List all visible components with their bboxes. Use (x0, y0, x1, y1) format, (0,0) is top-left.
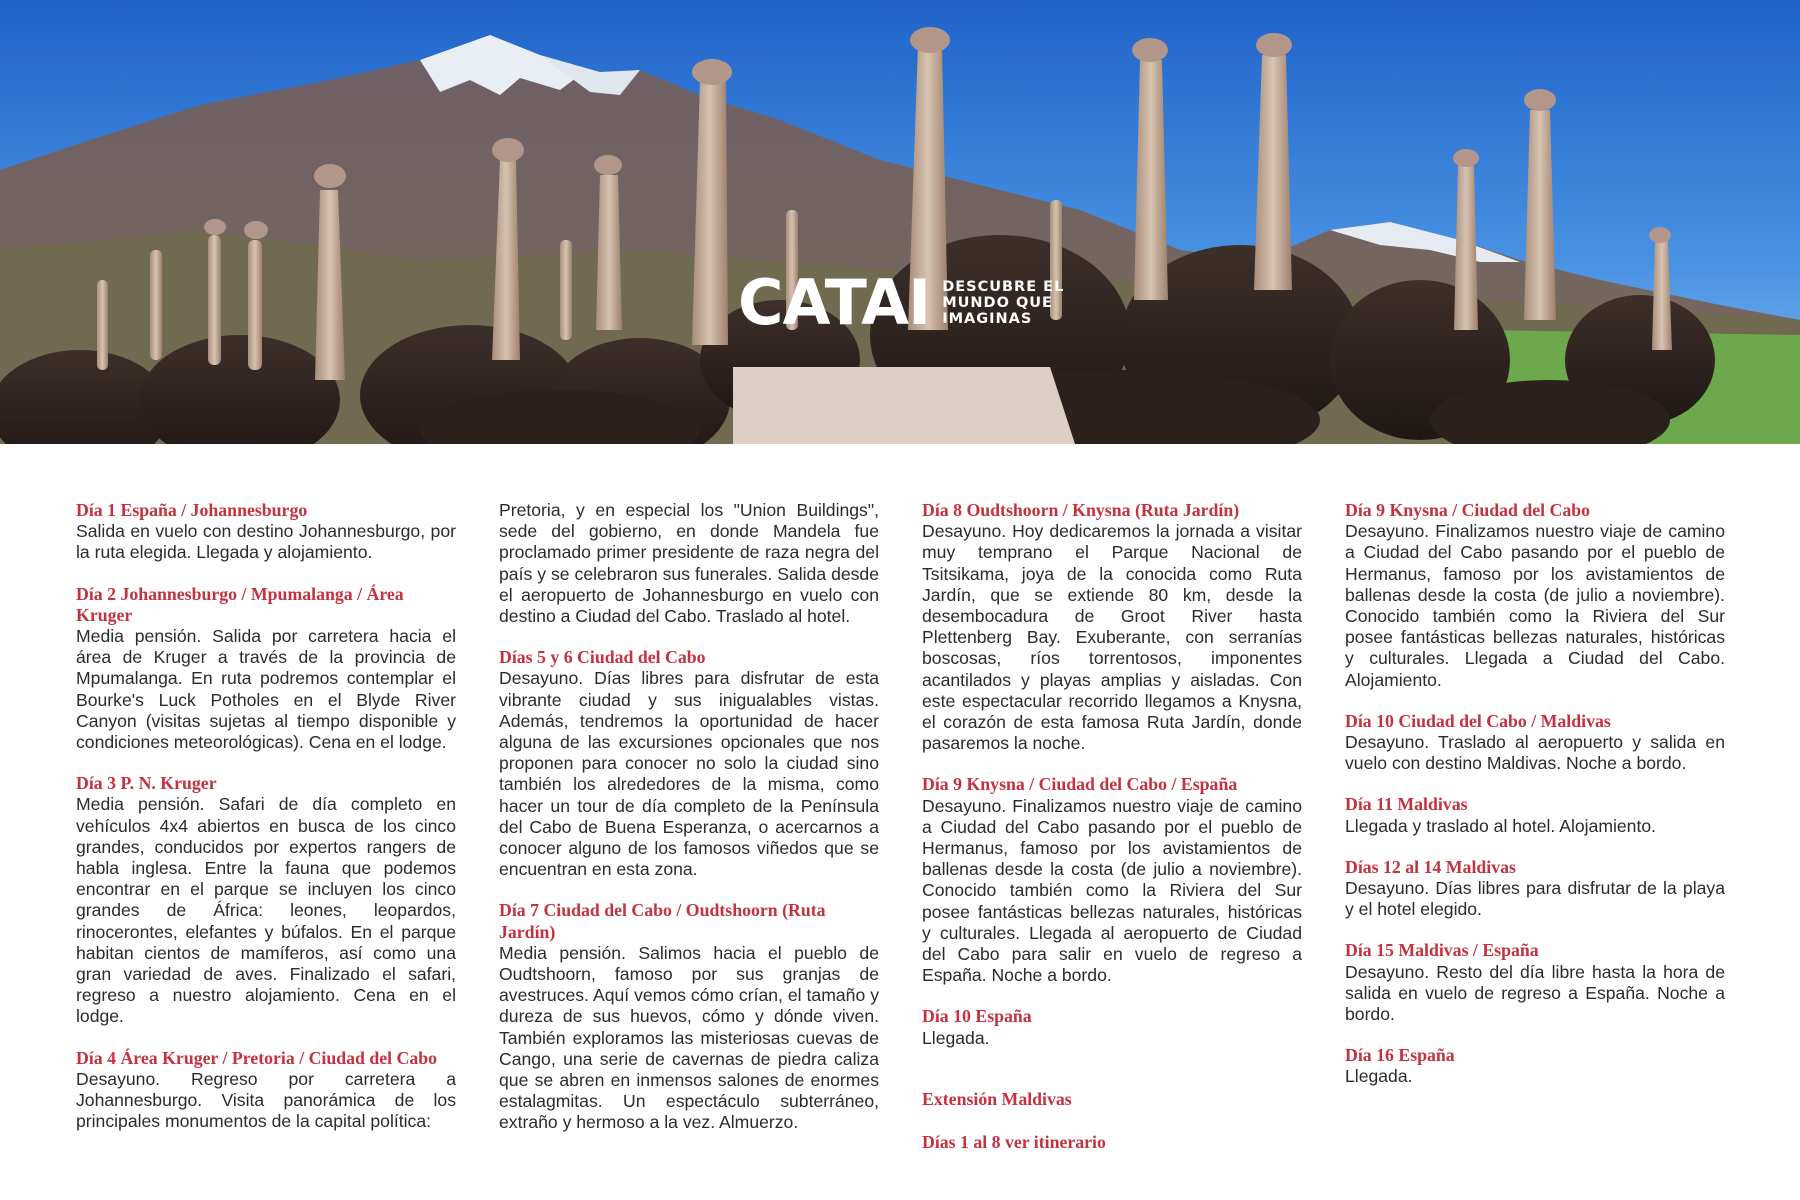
tagline-line: DESCUBRE EL (942, 279, 1065, 295)
itinerary-day (922, 1006, 1302, 1048)
day-title: Días 5 y 6 Ciudad del Cabo (499, 647, 706, 668)
itinerary-day (499, 647, 879, 880)
tagline-line: IMAGINAS (942, 311, 1033, 327)
itinerary-column-3 (922, 500, 1302, 1175)
day-description: Llegada y traslado al hotel. Alojamiento. (1345, 815, 1657, 836)
day-description: Pretoria, y en especial los "Union Buildings", sede del gobierno, en donde Mandela fue proclamado primer presidente de raza negra del país y se celebraron sus funerales. Salida desde el aeropuerto de Johannesburgo en vuelo con destino a Ciudad del Cabo. Traslado al hotel. (499, 500, 879, 627)
day-description: Media pensión. Salida por carretera hacia el área de Kruger a través de la provincia de Mpumalanga. En ruta podremos contemplar el Bourke's Luck Potholes en el Blyde River Canyon (visitas sujetas al tiempo disponible y condiciones meteorológicas). Cena en el lodge. (76, 626, 456, 753)
day-title: Día 4 Área Kruger / Pretoria / Ciudad del Cabo (76, 1047, 438, 1068)
itinerary-day (1345, 857, 1725, 921)
day-description: Desayuno. Finalizamos nuestro viaje de camino a Ciudad del Cabo pasando por el pueblo de Hermanus, famoso por los avistamientos de ballenas desde la costa (de julio a noviembre). Conocido también como la Riviera del Sur posee fantásticas bellezas naturales, históricas y culturales. Llegada al aeropuerto de Ciudad del Cabo para salir en vuelo de regreso a España. Noche a bordo. (922, 795, 1302, 986)
day-description: Llegada. (922, 1027, 990, 1048)
itinerary-day (76, 584, 456, 754)
day-description: Desayuno. Regreso por carretera a Johannesburgo. Visita panorámica de los principales monumentos de la capital política: (76, 1068, 456, 1132)
day-title: Días 12 al 14 Maldivas (1345, 856, 1516, 877)
day-description: Desayuno. Días libres para disfrutar de esta vibrante ciudad y sus inigualables vistas. Además, tendremos la oportunidad de hacer alguna de las excursiones opcionales que nos proponen para conocer no solo la ciudad sino también los alrededores de la misma, como hacer un tour de día completo de la Península del Cabo de Buena Esperanza, o acercarnos a conocer alguno de los famosos viñedos que se encuentran en esta zona. (499, 668, 879, 880)
day-description: Salida en vuelo con destino Johannesburgo, por la ruta elegida. Llegada y alojamiento. (76, 521, 456, 563)
day-title: Día 8 Oudtshoorn / Knysna (Ruta Jardín) (922, 500, 1240, 520)
itinerary-day (922, 774, 1302, 986)
extension-title: Extensión Maldivas (922, 1088, 1072, 1109)
day-description: Desayuno. Hoy dedicaremos la jornada a visitar muy temprano el Parque Nacional de Tsitsikama, joya de la conocida como Ruta Jardín, que se extiende 80 km, desde la desembocadura de Groot River hasta Plettenberg Bay. Exuberante, con serranías boscosas, ríos torrentosos, imponentes acantilados y playas amplias y aisladas. Con este espectacular recorrido llegamos a Knysna, el corazón de esta famosa Ruta Jardín, donde pasaremos la noche. (922, 521, 1302, 754)
itinerary-day (1345, 1045, 1725, 1087)
day-description: Desayuno. Días libres para disfrutar de la playa y el hotel elegido. (1345, 878, 1725, 920)
beige-tab (733, 367, 1075, 444)
day-description: Media pensión. Safari de día completo en vehículos 4x4 abiertos en busca de los cinco grandes, conducidos por expertos rangers de habla inglesa. Entre la fauna que podemos encontrar en el parque se incluyen los cinco grandes de África: leones, leopardos, rinocerontes, elefantes y búfalos. En el parque habitan cientos de mamíferos, así como una gran variedad de aves. Finalizado el safari, regreso a nuestro alojamiento. Cena en el lodge. (76, 794, 456, 1027)
brand-tagline (942, 279, 1064, 327)
extension-subtitle: Días 1 al 8 ver itinerario (922, 1132, 1106, 1153)
itinerary-day-continued (499, 500, 879, 627)
itinerary-day (922, 500, 1302, 754)
catai-logo (738, 266, 1065, 339)
day-title: Día 2 Johannesburgo / Mpumalanga / Área Kruger (76, 583, 404, 625)
day-title: Día 1 España / Johannesburgo (76, 500, 308, 520)
itinerary-day (1345, 794, 1725, 836)
day-title: Día 16 España (1345, 1045, 1455, 1066)
day-title: Día 9 Knysna / Ciudad del Cabo (1345, 500, 1591, 520)
day-description: Media pensión. Salimos hacia el pueblo de Oudtshoorn, famoso por sus granjas de avestruces. Aquí vemos cómo crían, el tamaño y dureza de sus huevos, cómo y dónde viven. También exploramos las misteriosas cuevas de Cango, una serie de cavernas de piedra caliza que se abren en inmensos salones de enormes estalagmitas. Un espectáculo subterráneo, extraño y hermoso a la vez. Almuerzo. (499, 942, 879, 1133)
itinerary-day (76, 773, 456, 1027)
hero-photo (0, 0, 1800, 444)
day-title: Día 15 Maldivas / España (1345, 940, 1539, 961)
day-description: Desayuno. Finalizamos nuestro viaje de camino a Ciudad del Cabo pasando por el pueblo de Hermanus, famoso por los avistamientos de ballenas desde la costa (de julio a noviembre). Conocido también como la Riviera del Sur posee fantásticas bellezas naturales, históricas y culturales. Llegada a Ciudad del Cabo. Alojamiento. (1345, 521, 1725, 690)
itinerary-column-4 (1345, 500, 1725, 1108)
itinerary-day (76, 500, 456, 564)
brand-name: CATAI (738, 266, 931, 339)
tagline-line: MUNDO QUE (942, 295, 1053, 311)
day-title: Día 7 Ciudad del Cabo / Oudtshoorn (Ruta Jardín) (499, 900, 826, 942)
day-title: Día 3 P. N. Kruger (76, 773, 217, 794)
day-description: Llegada. (1345, 1066, 1413, 1087)
maldives-extension (922, 1089, 1302, 1153)
itinerary-day (1345, 711, 1725, 775)
day-title: Día 9 Knysna / Ciudad del Cabo / España (922, 774, 1238, 795)
itinerary-day (499, 900, 879, 1133)
day-title: Día 10 España (922, 1006, 1032, 1027)
day-description: Desayuno. Traslado al aeropuerto y salida en vuelo con destino Maldivas. Noche a bordo. (1345, 732, 1725, 774)
itinerary-column-1 (76, 500, 456, 1152)
itinerary-day (1345, 500, 1725, 691)
itinerary-column-2 (499, 500, 879, 1154)
day-title: Día 10 Ciudad del Cabo / Maldivas (1345, 710, 1611, 731)
itinerary-day (76, 1048, 456, 1133)
itinerary-day (1345, 940, 1725, 1025)
ostrich-landscape-image (0, 0, 1800, 444)
day-title: Día 11 Maldivas (1345, 794, 1468, 815)
day-description: Desayuno. Resto del día libre hasta la hora de salida en vuelo de regreso a España. Noche a bordo. (1345, 961, 1725, 1025)
